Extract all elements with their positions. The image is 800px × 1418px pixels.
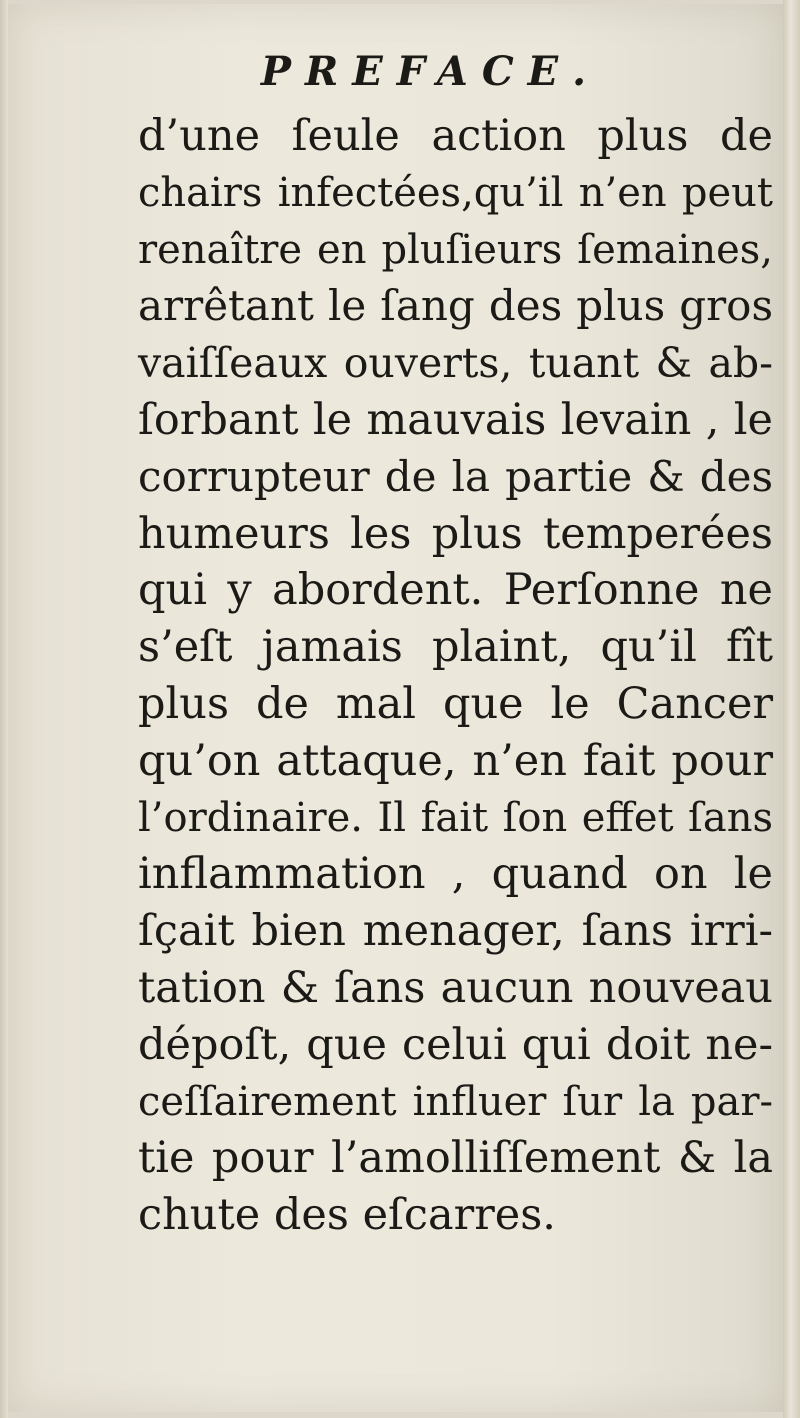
page-right-edge [783, 0, 800, 1418]
text-line: ſorbant le mauvais levain , le [138, 394, 773, 445]
text-line: plus de mal que le Cancer [138, 678, 773, 729]
running-header: PREFACE. [260, 48, 601, 95]
text-line: tie pour l’amolliſſement & la [138, 1133, 773, 1184]
text-line-last: chute des eſcarres. [138, 1190, 556, 1241]
text-line: ſçait bien menager, ſans irri- [138, 906, 773, 957]
text-line: qu’on attaque, n’en fait pour [138, 735, 773, 786]
text-line: tation & ſans aucun nouveau [138, 962, 773, 1013]
paper-sheet [8, 4, 783, 1412]
body-text [138, 108, 773, 1244]
text-line: arrêtant le ſang des plus gros [138, 281, 773, 331]
text-line: dépoſt, que celui qui doit ne- [138, 1019, 773, 1070]
text-line: renaître en pluſieurs ſemaines, [138, 226, 773, 273]
text-line: l’ordinaire. Il fait ſon effet ſans [138, 794, 773, 841]
text-line: chairs infectées,qu’il n’en peut [138, 169, 773, 216]
text-line: vaiſſeaux ouverts, tuant & ab- [138, 339, 773, 388]
text-line: inflammation , quand on le [138, 849, 773, 900]
page-left-edge [0, 0, 8, 1418]
text-line: s’eſt jamais plaint, qu’il fît [138, 622, 773, 673]
text-line: corrupteur de la partie & des [138, 451, 773, 501]
text-line: ceſſairement influer ſur la par- [138, 1078, 773, 1125]
text-line: qui y abordent. Perſonne ne [138, 565, 773, 616]
text-line: d’une ſeule action plus de [138, 111, 773, 161]
text-line: humeurs les plus temperées [138, 508, 773, 559]
